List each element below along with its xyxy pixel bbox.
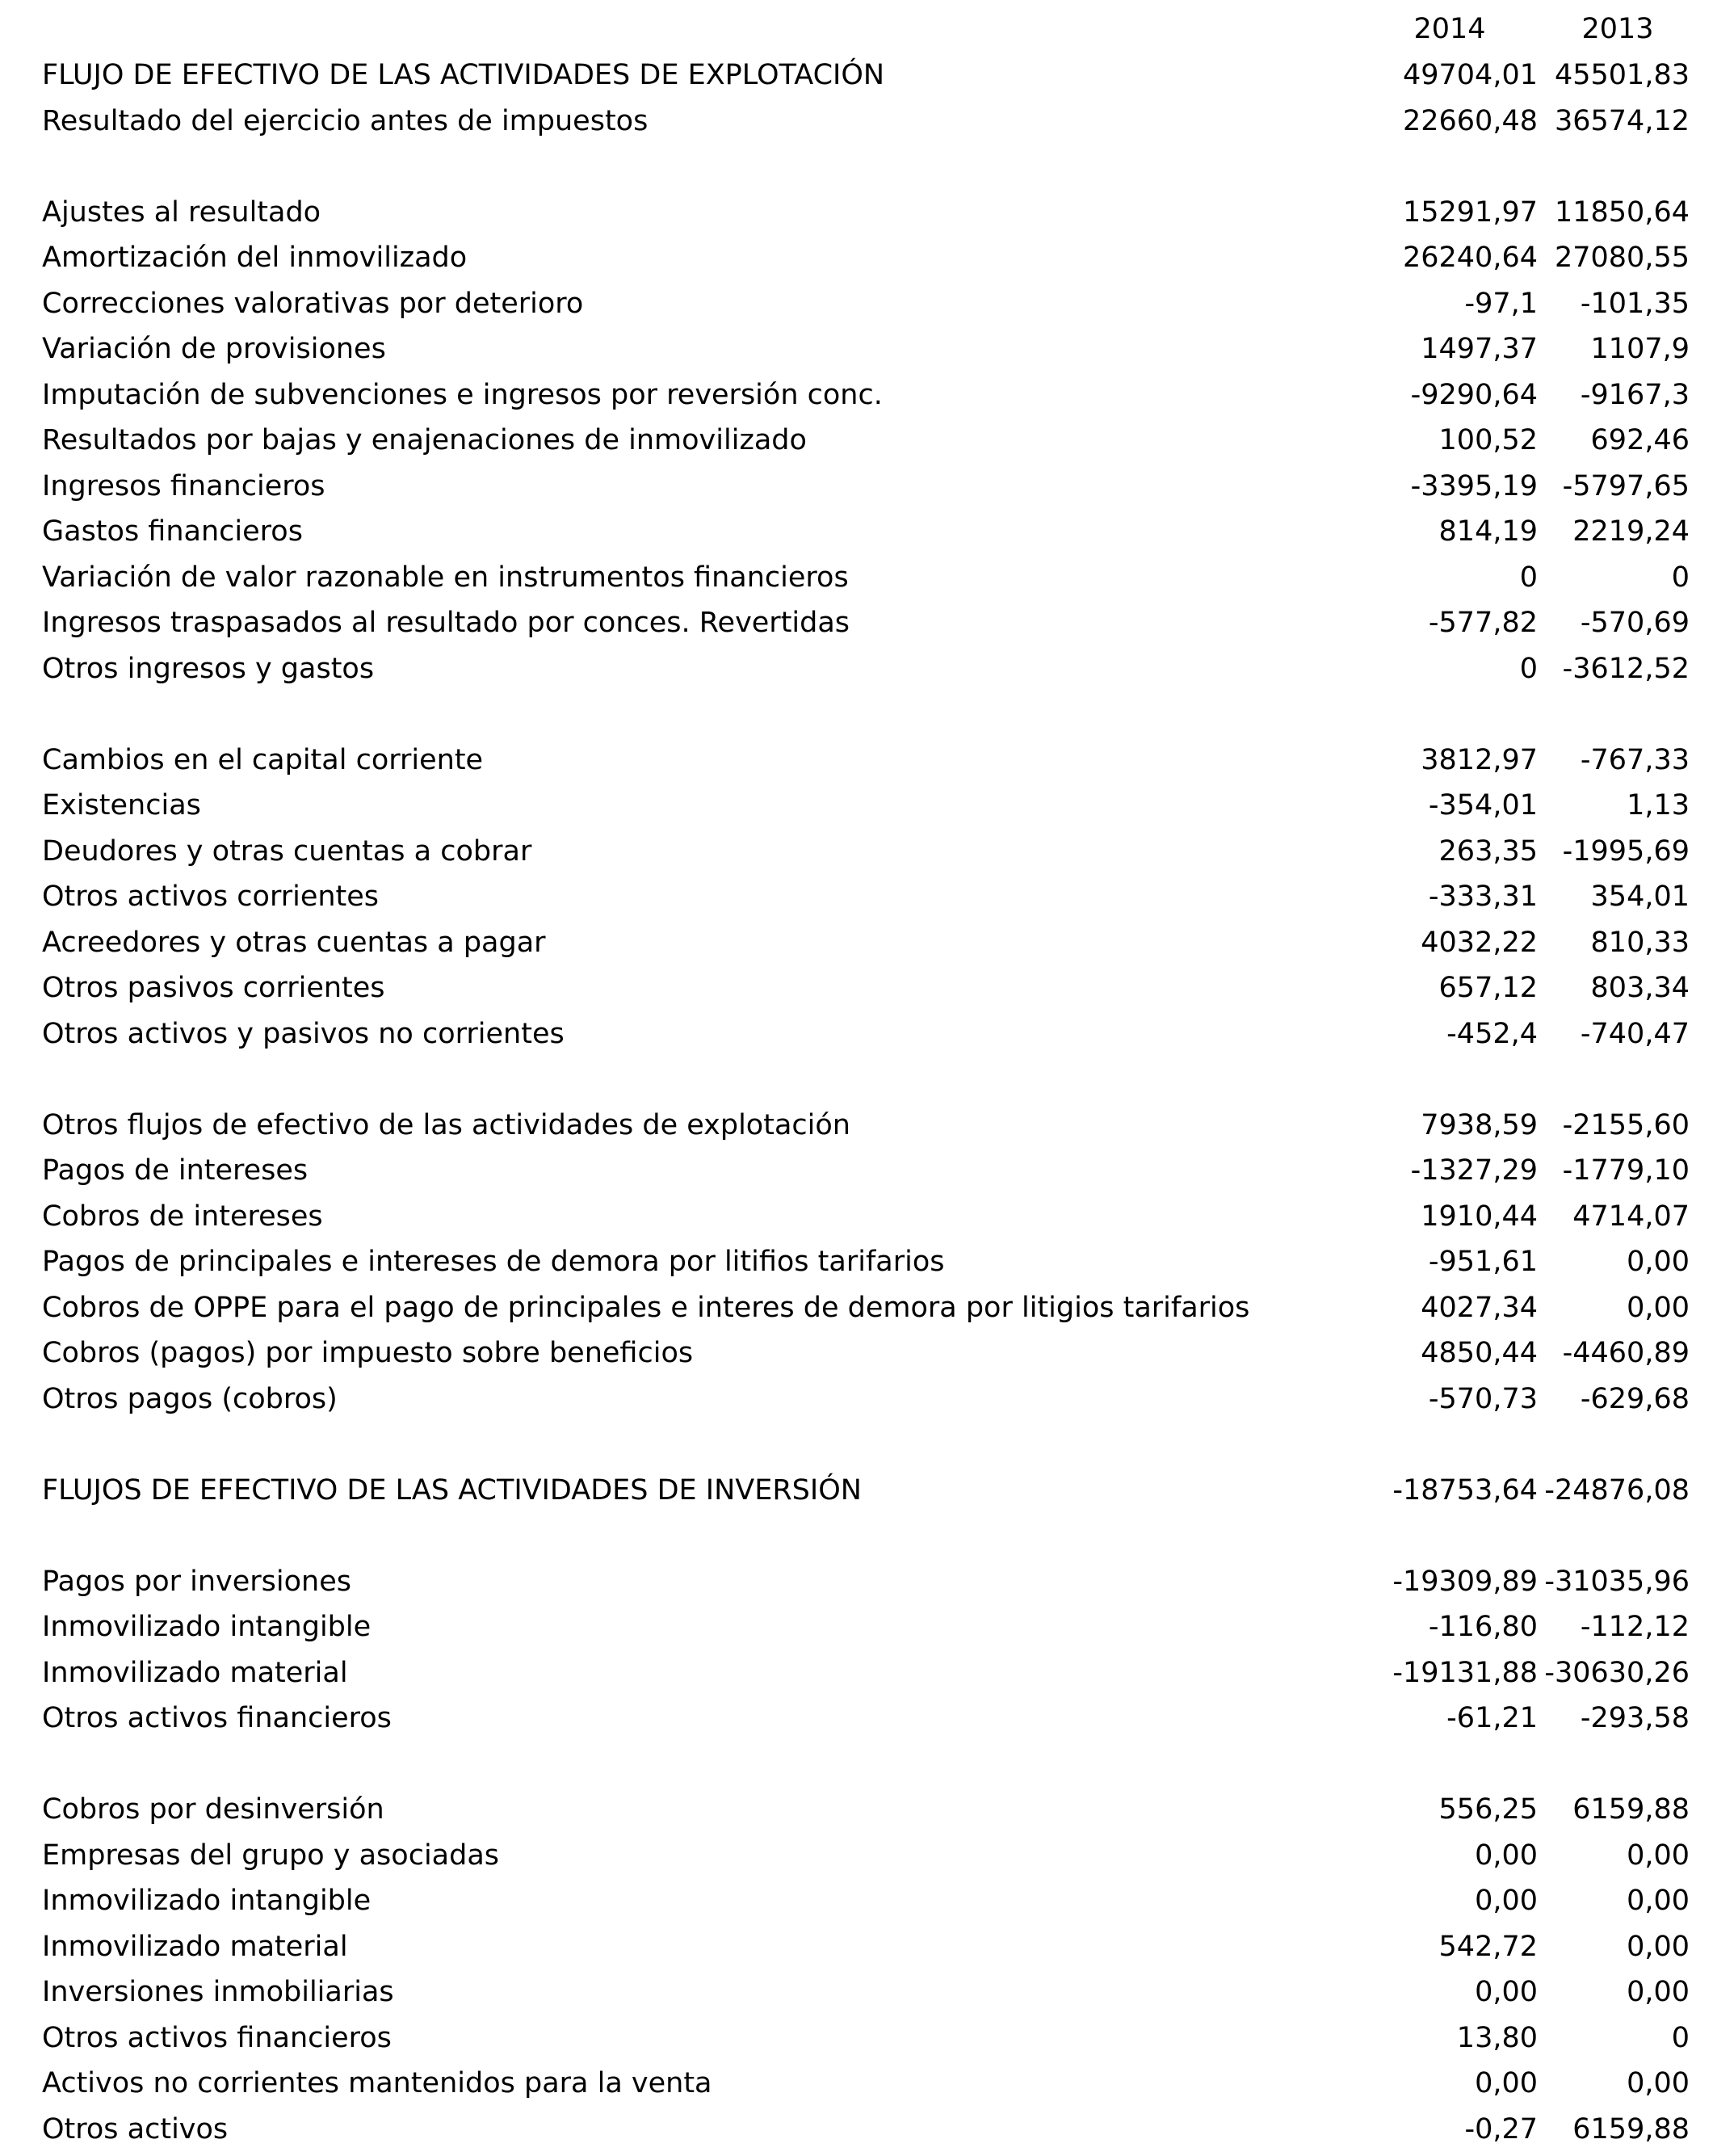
row-label: Activos no corrientes mantenidos para la venta [42,2067,712,2099]
table-row [0,965,1717,1011]
value-2013: 45501,83 [1554,59,1690,91]
value-2014: 49704,01 [1402,59,1538,91]
value-2013: 0,00 [1627,1246,1690,1278]
value-2014: 7938,59 [1421,1109,1538,1141]
value-2014: -61,21 [1446,1702,1538,1734]
value-2014: -0,27 [1464,2113,1538,2145]
value-2013: -9167,3 [1580,379,1690,411]
value-2014: -19131,88 [1392,1657,1538,1689]
value-2014: 814,19 [1438,515,1538,548]
year-2014-header: 2014 [1413,13,1486,45]
value-2013: -2155,60 [1562,1109,1690,1141]
value-2014: -951,61 [1428,1246,1538,1278]
value-2013: 810,33 [1590,927,1690,959]
value-2013: 1107,9 [1590,333,1690,365]
value-2013: 0,00 [1627,2067,1690,2099]
value-2013: -31035,96 [1544,1566,1690,1598]
row-label: Variación de valor razonable en instrumentos financieros [42,561,849,594]
row-label: Otros activos [42,2113,229,2145]
row-label: Cambios en el capital corriente [42,744,484,776]
value-2013: 0 [1671,561,1690,594]
value-2013: 803,34 [1590,972,1690,1004]
value-2013: 11850,64 [1554,196,1690,229]
table-row [0,1924,1717,1969]
value-2014: -452,4 [1446,1018,1538,1050]
value-2013: 0,00 [1627,1839,1690,1872]
table-row [0,1148,1717,1193]
row-label: Otros activos financieros [42,2022,392,2054]
year-header [0,6,1717,52]
value-2013: 692,46 [1590,424,1690,456]
value-2013: -112,12 [1580,1611,1690,1643]
table-row [0,1330,1717,1376]
table-row [0,53,1717,98]
value-2013: 4714,07 [1572,1200,1690,1233]
value-2013: 0,00 [1627,1885,1690,1917]
value-2014: 0,00 [1475,1885,1538,1917]
value-2014: -333,31 [1428,880,1538,913]
row-label: Inmovilizado intangible [42,1885,372,1917]
row-label: Otros activos corrientes [42,880,380,913]
row-label: Cobros por desinversión [42,1793,384,1826]
table-row [0,1559,1717,1604]
row-label: Cobros de intereses [42,1200,323,1233]
table-row [0,920,1717,965]
value-2014: -354,01 [1428,789,1538,822]
table-row [0,738,1717,783]
value-2014: 0,00 [1475,1976,1538,2008]
value-2013: 27080,55 [1554,242,1690,274]
value-2013: -1995,69 [1562,835,1690,868]
value-2013: 1,13 [1627,789,1690,822]
row-label: Correcciones valorativas por deterioro [42,288,584,320]
value-2014: -19309,89 [1392,1566,1538,1598]
value-2013: 0,00 [1627,1292,1690,1324]
value-2013: -5797,65 [1562,470,1690,502]
value-2013: 0,00 [1627,1976,1690,2008]
row-label: Ingresos traspasados al resultado por conces. Revertidas [42,607,850,639]
table-row [0,1285,1717,1330]
row-label: Cobros (pagos) por impuesto sobre beneficios [42,1337,694,1369]
row-label: Resultados por bajas y enajenaciones de inmovilizado [42,424,807,456]
row-label: Resultado del ejercicio antes de impuestos [42,105,649,137]
value-2013: 0 [1671,2022,1690,2054]
table-row [0,874,1717,919]
table-row [0,464,1717,509]
row-label: Variación de provisiones [42,333,386,365]
row-label: Gastos financieros [42,515,303,548]
row-label: Inmovilizado material [42,1657,348,1689]
row-label: Pagos de intereses [42,1154,309,1187]
value-2014: -3395,19 [1410,470,1538,502]
table-row [0,99,1717,144]
value-2013: -24876,08 [1544,1474,1690,1507]
value-2013: -740,47 [1580,1018,1690,1050]
value-2013: 2219,24 [1572,515,1690,548]
value-2014: 0,00 [1475,1839,1538,1872]
value-2014: -18753,64 [1392,1474,1538,1507]
table-row [0,2107,1717,2152]
value-2013: -30630,26 [1544,1657,1690,1689]
row-label: Ingresos financieros [42,470,325,502]
row-label: Deudores y otras cuentas a cobrar [42,835,532,868]
table-row [0,1650,1717,1696]
table-row [0,1239,1717,1284]
table-row [0,281,1717,326]
value-2013: 36574,12 [1554,105,1690,137]
row-label: Pagos por inversiones [42,1566,351,1598]
table-row [0,1787,1717,1832]
row-label: Otros activos y pasivos no corrientes [42,1018,565,1050]
table-row [0,1011,1717,1057]
row-label: Empresas del grupo y asociadas [42,1839,500,1872]
value-2013: -293,58 [1580,1702,1690,1734]
value-2014: 1497,37 [1421,333,1538,365]
value-2014: 0,00 [1475,2067,1538,2099]
table-row [0,1969,1717,2015]
table-row [0,418,1717,463]
value-2014: 100,52 [1438,424,1538,456]
value-2013: 0,00 [1627,1931,1690,1963]
value-2013: -629,68 [1580,1383,1690,1415]
row-label: Imputación de subvenciones e ingresos por reversión conc. [42,379,883,411]
value-2014: 0 [1519,653,1538,685]
value-2014: 263,35 [1438,835,1538,868]
value-2014: 3812,97 [1421,744,1538,776]
row-label: Amortización del inmovilizado [42,242,468,274]
value-2013: 354,01 [1590,880,1690,913]
row-label: Inversiones inmobiliarias [42,1976,394,2008]
table-row [0,783,1717,828]
table-row [0,2015,1717,2061]
value-2013: -570,69 [1580,607,1690,639]
table-row [0,829,1717,874]
table-row [0,1833,1717,1878]
value-2013: -767,33 [1580,744,1690,776]
table-row [0,1376,1717,1422]
table-row [0,235,1717,280]
table-row [0,1696,1717,1741]
value-2014: 4032,22 [1421,927,1538,959]
value-2014: 542,72 [1438,1931,1538,1963]
value-2014: -9290,64 [1410,379,1538,411]
value-2013: -3612,52 [1562,653,1690,685]
table-row [0,1103,1717,1148]
row-label: Otros flujos de efectivo de las actividades de explotación [42,1109,850,1141]
value-2013: -1779,10 [1562,1154,1690,1187]
value-2014: 13,80 [1456,2022,1538,2054]
table-row [0,509,1717,554]
row-label: Inmovilizado material [42,1931,348,1963]
value-2014: -577,82 [1428,607,1538,639]
row-label: FLUJOS DE EFECTIVO DE LAS ACTIVIDADES DE INVERSIÓN [42,1474,862,1507]
table-row [0,1878,1717,1923]
value-2014: -116,80 [1428,1611,1538,1643]
row-label: Ajustes al resultado [42,196,321,229]
value-2014: -570,73 [1428,1383,1538,1415]
value-2014: 26240,64 [1402,242,1538,274]
row-label: Otros pagos (cobros) [42,1383,338,1415]
value-2014: 4850,44 [1421,1337,1538,1369]
value-2013: -4460,89 [1562,1337,1690,1369]
row-label: Cobros de OPPE para el pago de principales e interes de demora por litigios tarifarios [42,1292,1250,1324]
row-label: Existencias [42,789,201,822]
row-label: FLUJO DE EFECTIVO DE LAS ACTIVIDADES DE EXPLOTACIÓN [42,59,885,91]
row-label: Otros ingresos y gastos [42,653,375,685]
year-2013-header: 2013 [1581,13,1654,45]
value-2013: -101,35 [1580,288,1690,320]
table-row [0,555,1717,600]
value-2014: -97,1 [1464,288,1538,320]
row-label: Otros pasivos corrientes [42,972,385,1004]
row-label: Acreedores y otras cuentas a pagar [42,927,546,959]
value-2013: 6159,88 [1572,2113,1690,2145]
value-2014: -1327,29 [1410,1154,1538,1187]
table-row [0,2061,1717,2106]
table-row [0,646,1717,691]
row-label: Inmovilizado intangible [42,1611,372,1643]
table-row [0,190,1717,235]
table-row [0,372,1717,418]
value-2014: 0 [1519,561,1538,594]
value-2014: 22660,48 [1402,105,1538,137]
table-row [0,1604,1717,1650]
value-2014: 556,25 [1438,1793,1538,1826]
row-label: Otros activos financieros [42,1702,392,1734]
value-2013: 6159,88 [1572,1793,1690,1826]
value-2014: 4027,34 [1421,1292,1538,1324]
value-2014: 657,12 [1438,972,1538,1004]
value-2014: 15291,97 [1402,196,1538,229]
table-row [0,1194,1717,1239]
row-label: Pagos de principales e intereses de demora por litifios tarifarios [42,1246,945,1278]
value-2014: 1910,44 [1421,1200,1538,1233]
table-row [0,600,1717,645]
table-row [0,326,1717,372]
table-row [0,1468,1717,1513]
